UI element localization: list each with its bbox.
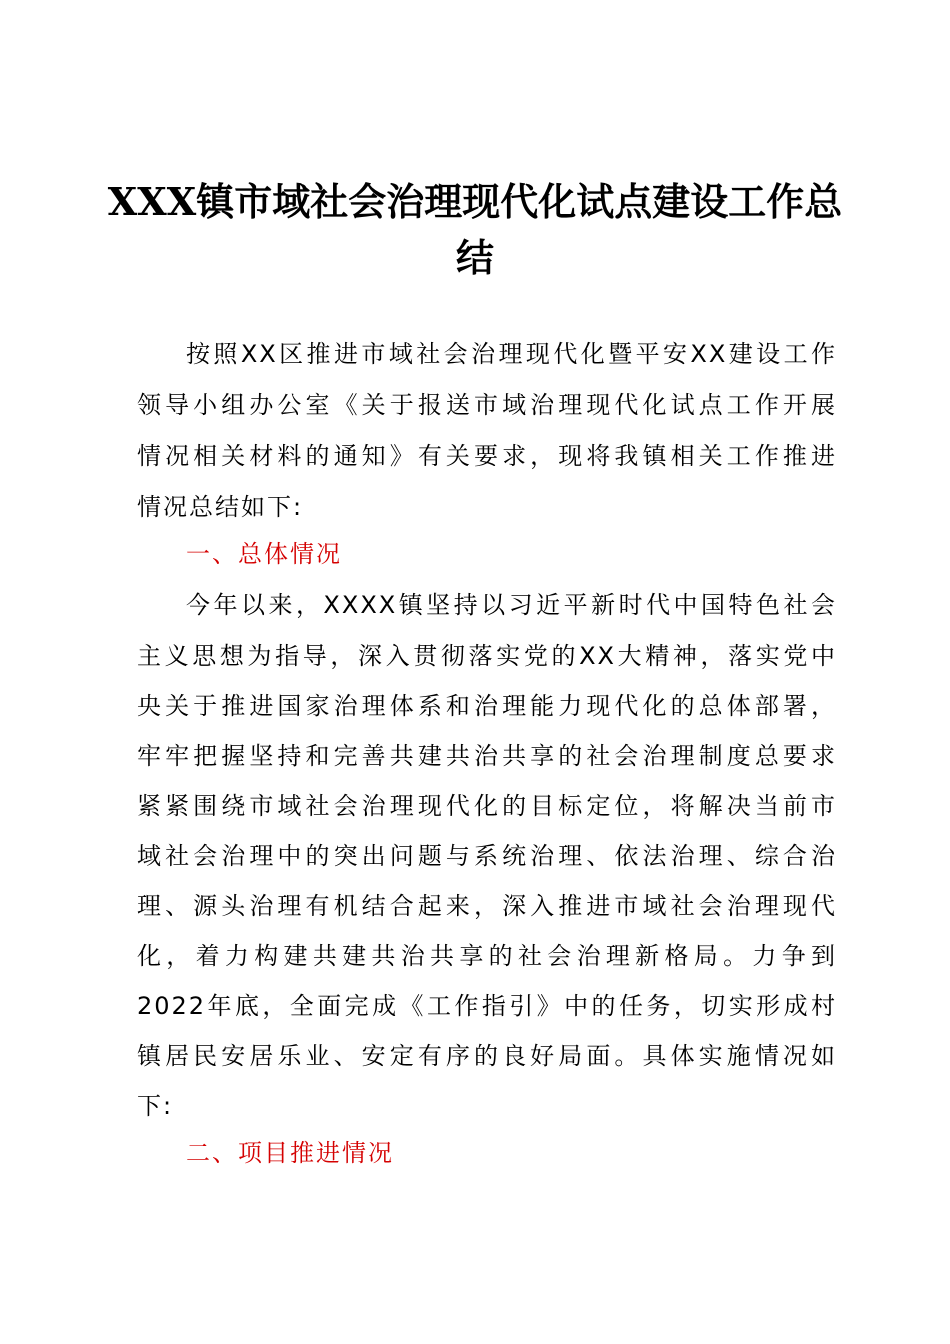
- section1-line-5: 紧紧围绕市域社会治理现代化的目标定位，将解决当前市: [137, 792, 837, 820]
- title-line-2: 结: [455, 235, 494, 280]
- document-title: [100, 174, 850, 286]
- section1-line-8: 化，着力构建共建共治共享的社会治理新格局。力争到: [137, 942, 837, 970]
- section1-line-1: 今年以来，XXXX镇坚持以习近平新时代中国特色社会: [186, 591, 837, 619]
- title-line-1: XXX镇市域社会治理现代化试点建设工作总: [107, 179, 843, 224]
- section-heading-project-progress: 二、项目推进情况: [186, 1139, 394, 1167]
- intro-line-4: 情况总结如下:: [137, 493, 304, 521]
- intro-line-1: 按照XX区推进市域社会治理现代化暨平安XX建设工作: [186, 340, 837, 368]
- section1-line-4: 牢牢把握坚持和完善共建共治共享的社会治理制度总要求: [137, 742, 837, 770]
- section1-line-9: 2022年底，全面完成《工作指引》中的任务，切实形成村: [137, 992, 837, 1020]
- section1-line-2: 主义思想为指导，深入贯彻落实党的XX大精神，落实党中: [137, 642, 837, 670]
- section-heading-overall: 一、总体情况: [186, 540, 342, 568]
- section1-line-10: 镇居民安居乐业、安定有序的良好局面。具体实施情况如: [137, 1042, 837, 1070]
- section1-line-3: 央关于推进国家治理体系和治理能力现代化的总体部署，: [137, 692, 837, 720]
- intro-line-3: 情况相关材料的通知》有关要求，现将我镇相关工作推进: [137, 442, 837, 470]
- section1-line-7: 理、源头治理有机结合起来，深入推进市域社会治理现代: [137, 892, 837, 920]
- section1-line-11: 下:: [137, 1092, 174, 1120]
- section1-line-6: 域社会治理中的突出问题与系统治理、依法治理、综合治: [137, 842, 837, 870]
- intro-line-2: 领导小组办公室《关于报送市域治理现代化试点工作开展: [137, 391, 837, 419]
